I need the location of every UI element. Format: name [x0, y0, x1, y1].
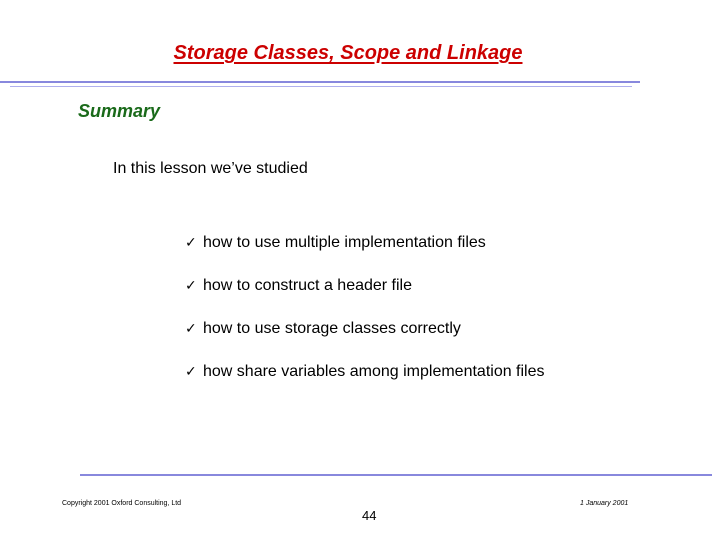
footer-date: 1 January 2001: [580, 500, 629, 507]
list-item: [185, 233, 545, 276]
list-item-text: how to use multiple implementation files: [203, 234, 486, 251]
page-number: 44: [362, 508, 377, 523]
title-divider: [0, 81, 640, 83]
list-item: [185, 319, 545, 362]
slide-title: Storage Classes, Scope and Linkage: [173, 42, 523, 64]
list-item-text: how to use storage classes correctly: [203, 320, 461, 337]
list-item: [185, 362, 545, 405]
footer-divider: [80, 474, 712, 476]
summary-list: [185, 233, 545, 405]
list-item: [185, 276, 545, 319]
list-item-text: how to construct a header file: [203, 277, 413, 294]
section-heading: Summary: [78, 101, 161, 121]
checkmark-icon: ✓: [185, 235, 197, 251]
checkmark-icon: ✓: [185, 278, 197, 294]
list-item-text: how share variables among implementation files: [203, 363, 545, 380]
checkmark-icon: ✓: [185, 321, 197, 337]
intro-text: In this lesson we’ve studied: [113, 160, 308, 177]
checkmark-icon: ✓: [185, 364, 197, 380]
title-divider-secondary: [10, 86, 632, 87]
copyright-text: Copyright 2001 Oxford Consulting, Ltd: [62, 500, 182, 507]
